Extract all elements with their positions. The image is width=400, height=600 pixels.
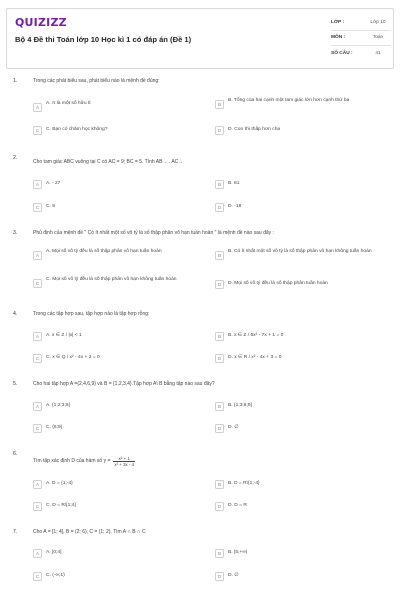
question-number: 7. [13, 529, 18, 535]
option-letter: D [215, 354, 224, 363]
question-text: Phủ định của mệnh đề " Có ít nhất một số vô tỷ là số thập phân vô hạn tuần hoàn " là mệnh đề nào sau đây : [33, 230, 274, 236]
option-text: D. Mọi số vô tỷ đều là số thập phân tuần hoàn [228, 281, 328, 286]
option-letter: A [33, 549, 42, 558]
option-letter: C [33, 279, 42, 288]
option-text: C. Bạn có chăm học không? [46, 127, 108, 132]
option-text: B. x ∈ Z / 6x² - 7x + 1 = 0 [228, 333, 284, 338]
option-letter: B [215, 251, 224, 260]
option-c[interactable] [33, 276, 203, 288]
question-number: 1. [13, 78, 18, 84]
option-a[interactable] [33, 180, 203, 189]
option-d[interactable] [215, 502, 385, 511]
option-letter: D [215, 572, 224, 581]
option-a[interactable] [33, 100, 203, 112]
option-text: A. - 27 [46, 181, 61, 186]
question-text: Cho hai tập hợp A ={2,4,6,9} và B = {1,2,3,4}.Tập hợp A\ B bằng tập nào sau đây? [33, 381, 215, 387]
option-letter: C [33, 126, 42, 135]
option-d[interactable] [215, 280, 385, 289]
option-text: D. D = R [228, 503, 247, 508]
option-text: B. D = R\{1;-4} [228, 481, 260, 486]
option-text: A. [0;4] [46, 550, 62, 555]
option-letter: C [33, 424, 42, 433]
option-text: A. {1;2;3;5} [46, 403, 71, 408]
option-text: C. (-∞;1) [46, 573, 65, 578]
option-b[interactable] [215, 97, 385, 109]
option-letter: B [215, 332, 224, 341]
meta-row-count [331, 46, 391, 62]
option-letter: C [33, 572, 42, 581]
option-text: C. Mọi số vô tỷ đều là số thập phân vô hạn không tuần hoàn [46, 277, 177, 282]
option-text: B. 81 [228, 181, 240, 186]
question-text: Cho tam giác ABC vuông tại C có AC = 9; BC = 5. Tính AB→ . AC→ [33, 159, 184, 165]
option-c[interactable] [33, 126, 203, 135]
option-text: C. D = R\[1;4] [46, 503, 76, 508]
worksheet-meta [331, 15, 391, 62]
option-letter: A [33, 480, 42, 489]
option-text: A. π là một số hữu tỉ [46, 101, 91, 106]
option-text: D. -18 [228, 204, 242, 209]
worksheet-header [6, 8, 394, 69]
option-letter: A [33, 103, 42, 112]
option-text: B. Tổng của hai cạnh một tam giác lớn hơn cạnh thứ ba [228, 98, 350, 103]
option-letter: B [215, 480, 224, 489]
meta-label: MÔN : [331, 35, 346, 41]
meta-row-class [331, 15, 391, 31]
option-b[interactable] [215, 180, 385, 189]
option-text: D. ∅ [228, 425, 239, 430]
question-text-row [33, 456, 388, 467]
meta-value: Toán [372, 35, 384, 41]
option-letter: A [33, 332, 42, 341]
option-letter: C [33, 203, 42, 212]
option-letter: A [33, 180, 42, 189]
option-letter: D [215, 203, 224, 212]
option-a[interactable] [33, 332, 203, 341]
question-number: 3. [13, 230, 18, 236]
option-b[interactable] [215, 332, 385, 341]
option-letter: C [33, 502, 42, 511]
option-b[interactable] [215, 402, 385, 411]
question-text: Tìm tập xác định D của hàm số y = [33, 458, 111, 464]
option-d[interactable] [215, 354, 385, 363]
question-number: 2. [13, 155, 18, 161]
option-c[interactable] [33, 572, 203, 581]
option-letter: B [215, 180, 224, 189]
option-letter: D [215, 424, 224, 433]
option-text: A. D = {1;-4} [46, 481, 73, 486]
option-a[interactable] [33, 248, 203, 260]
meta-label: LỚP : [331, 19, 345, 25]
option-c[interactable] [33, 502, 203, 511]
option-text: C. x ∈ Q / x² - 4x + 2 = 0 [46, 355, 100, 360]
question-text: Cho A = [1; 4], B = (2; 6), C = (1; 2). Tìm A ∩ B ∩ C [33, 529, 146, 535]
question-number: 4. [13, 311, 18, 317]
option-b[interactable] [215, 480, 385, 489]
meta-row-subject [331, 31, 391, 47]
option-letter: B [215, 402, 224, 411]
option-letter: A [33, 251, 42, 260]
option-text: D. ∅ [228, 573, 239, 578]
meta-value: 41 [375, 51, 381, 57]
function-fraction [113, 456, 135, 467]
option-letter: B [215, 549, 224, 558]
option-letter: D [215, 502, 224, 511]
question-number: 6. [13, 451, 18, 457]
option-c[interactable] [33, 424, 203, 433]
option-b[interactable] [215, 248, 385, 260]
option-text: A. Mọi số vô tỷ đều là số thập phân vô hạn tuần hoàn [46, 249, 162, 254]
option-letter: C [33, 354, 42, 363]
option-letter: B [215, 100, 224, 109]
option-d[interactable] [215, 572, 385, 581]
quizizz-logo: QUIZIZZ [15, 16, 67, 29]
option-text: B. {1;3;6;9} [228, 403, 253, 408]
option-text: B. [5;+∞) [228, 550, 248, 555]
fraction-denominator: x² + 3x - 4 [114, 462, 135, 467]
fraction-numerator: x² + 1 [113, 456, 135, 462]
option-text: D. Con thì thấp hơn cha [228, 127, 281, 132]
question-text: Trong các phát biểu sau, phát biểu nào là mệnh đề đúng: [33, 78, 160, 84]
worksheet-title: Bộ 4 Đề thi Toán lớp 10 Học kì 1 có đáp án (Đề 1) [15, 35, 192, 44]
meta-value: Lớp 10 [370, 19, 386, 25]
meta-label: SỐ CÂU : [331, 51, 353, 57]
option-b[interactable] [215, 549, 385, 558]
option-text: C. 9 [46, 204, 55, 209]
option-letter: D [215, 280, 224, 289]
option-text: D. x ∈ R / x² - 4x + 3 = 0 [228, 355, 282, 360]
option-a[interactable] [33, 549, 203, 558]
option-d[interactable] [215, 203, 385, 212]
option-d[interactable] [215, 126, 385, 135]
option-c[interactable] [33, 203, 203, 212]
question-text: Trong các tập hợp sau, tập hợp nào là tập hợp rỗng: [33, 311, 150, 317]
option-c[interactable] [33, 354, 203, 363]
option-a[interactable] [33, 402, 203, 411]
option-d[interactable] [215, 424, 385, 433]
option-text: C. {6;9} [46, 425, 63, 430]
option-letter: A [33, 402, 42, 411]
option-text: B. Có ít nhất một số vô tỷ là số thập phân vô hạn không tuần hoàn [228, 249, 372, 254]
option-a[interactable] [33, 480, 203, 489]
option-letter: D [215, 126, 224, 135]
option-text: A. x ∈ Z / |x| < 1 [46, 333, 82, 338]
question-number: 5. [13, 381, 18, 387]
